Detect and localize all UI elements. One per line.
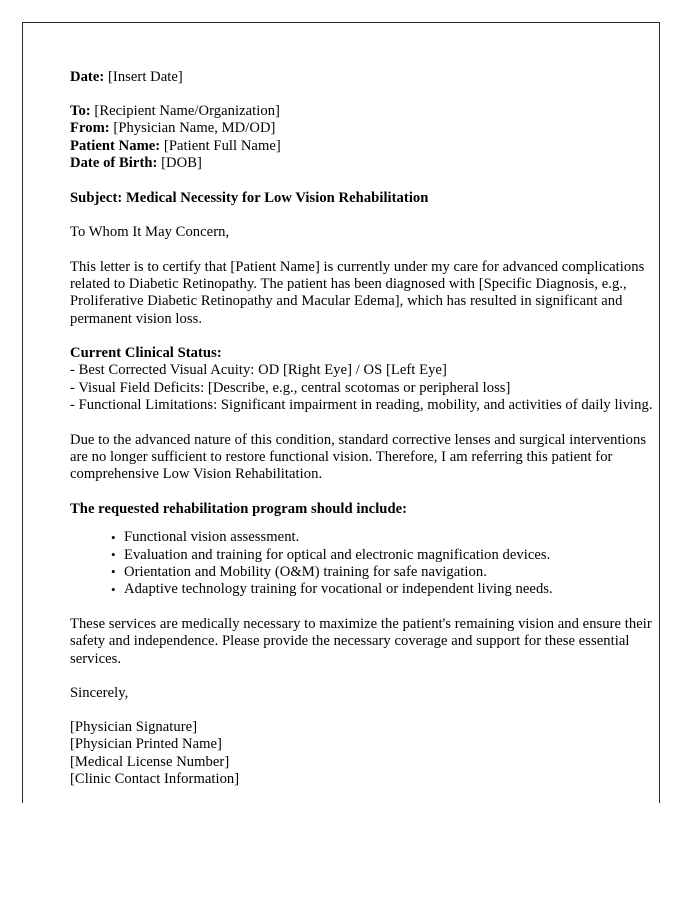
clinical-status-item: - Visual Field Deficits: [Describe, e.g., central scotomas or peripheral loss] — [70, 379, 511, 396]
patient-name-label: Patient Name: — [70, 137, 161, 154]
recipient-line — [70, 103, 655, 120]
signature-line: [Physician Signature] — [70, 719, 198, 736]
salutation: To Whom It May Concern, — [70, 224, 230, 241]
spacer — [70, 415, 655, 432]
to-value: [Recipient Name/Organization] — [94, 103, 280, 120]
date-value: [Insert Date] — [108, 69, 183, 85]
spacer — [70, 484, 655, 501]
spacer — [70, 172, 655, 190]
closing-paragraph: These services are medically necessary to maximize the patient's remaining vision and ensure their safety and independence. Please provide the necessary coverage and support for these essential services. — [70, 615, 652, 667]
from-value: [Physician Name, MD/OD] — [113, 120, 276, 137]
from-label: From: — [70, 120, 110, 137]
patient-name-line — [70, 138, 655, 155]
list-item: • Adaptive technology training for vocational or independent living needs. — [111, 581, 655, 598]
list-item: • Orientation and Mobility (O&M) training for safe navigation. — [111, 564, 655, 581]
date-label: Date: — [70, 69, 105, 85]
program-heading: The requested rehabilitation program should include: — [70, 500, 408, 517]
list-item: • Evaluation and training for optical and electronic magnification devices. — [111, 547, 655, 564]
spacer — [70, 599, 655, 616]
signature-line: [Physician Printed Name] — [70, 736, 222, 753]
spacer — [70, 668, 655, 685]
clinical-status-item: - Functional Limitations: Significant impairment in reading, mobility, and activities of daily living. — [70, 397, 653, 414]
dob-label: Date of Birth: — [70, 154, 158, 171]
patient-name-value: [Patient Full Name] — [163, 137, 281, 154]
spacer — [70, 518, 655, 529]
signoff: Sincerely, — [70, 684, 129, 701]
document-page — [22, 22, 660, 803]
referral-paragraph: Due to the advanced nature of this condition, standard corrective lenses and surgical interventions are no longer sufficient to restore functional vision. Therefore, I am referring this patient for comprehensive Low Vision Rehabilitation. — [70, 431, 647, 483]
date-line — [70, 69, 655, 86]
dob-value: [DOB] — [161, 154, 202, 171]
spacer — [70, 328, 655, 345]
list-item: • Functional vision assessment. — [111, 529, 655, 546]
date-of-birth-line — [70, 155, 655, 172]
spacer — [70, 702, 655, 719]
signature-line: [Medical License Number] — [70, 753, 230, 770]
sender-line — [70, 120, 655, 137]
clinical-status-heading: Current Clinical Status: — [70, 345, 222, 362]
intro-paragraph: This letter is to certify that [Patient Name] is currently under my care for advanced complications related to Diabetic Retinopathy. The patient has been diagnosed with [Specific Diagnosis, e.g., Proliferative Diabetic Retinopathy and Macular Edema], which has resulted in significant and permanent vision loss. — [70, 258, 645, 327]
signature-line: [Clinic Contact Information] — [70, 770, 240, 787]
spacer — [70, 242, 655, 259]
clinical-status-item: - Best Corrected Visual Acuity: OD [Right Eye] / OS [Left Eye] — [70, 362, 447, 379]
to-label: To: — [70, 103, 91, 120]
spacer — [70, 207, 655, 224]
subject-line: Subject: Medical Necessity for Low Vision Rehabilitation — [70, 190, 429, 207]
letter-body — [70, 69, 655, 788]
spacer — [70, 86, 655, 103]
program-list — [70, 529, 655, 599]
